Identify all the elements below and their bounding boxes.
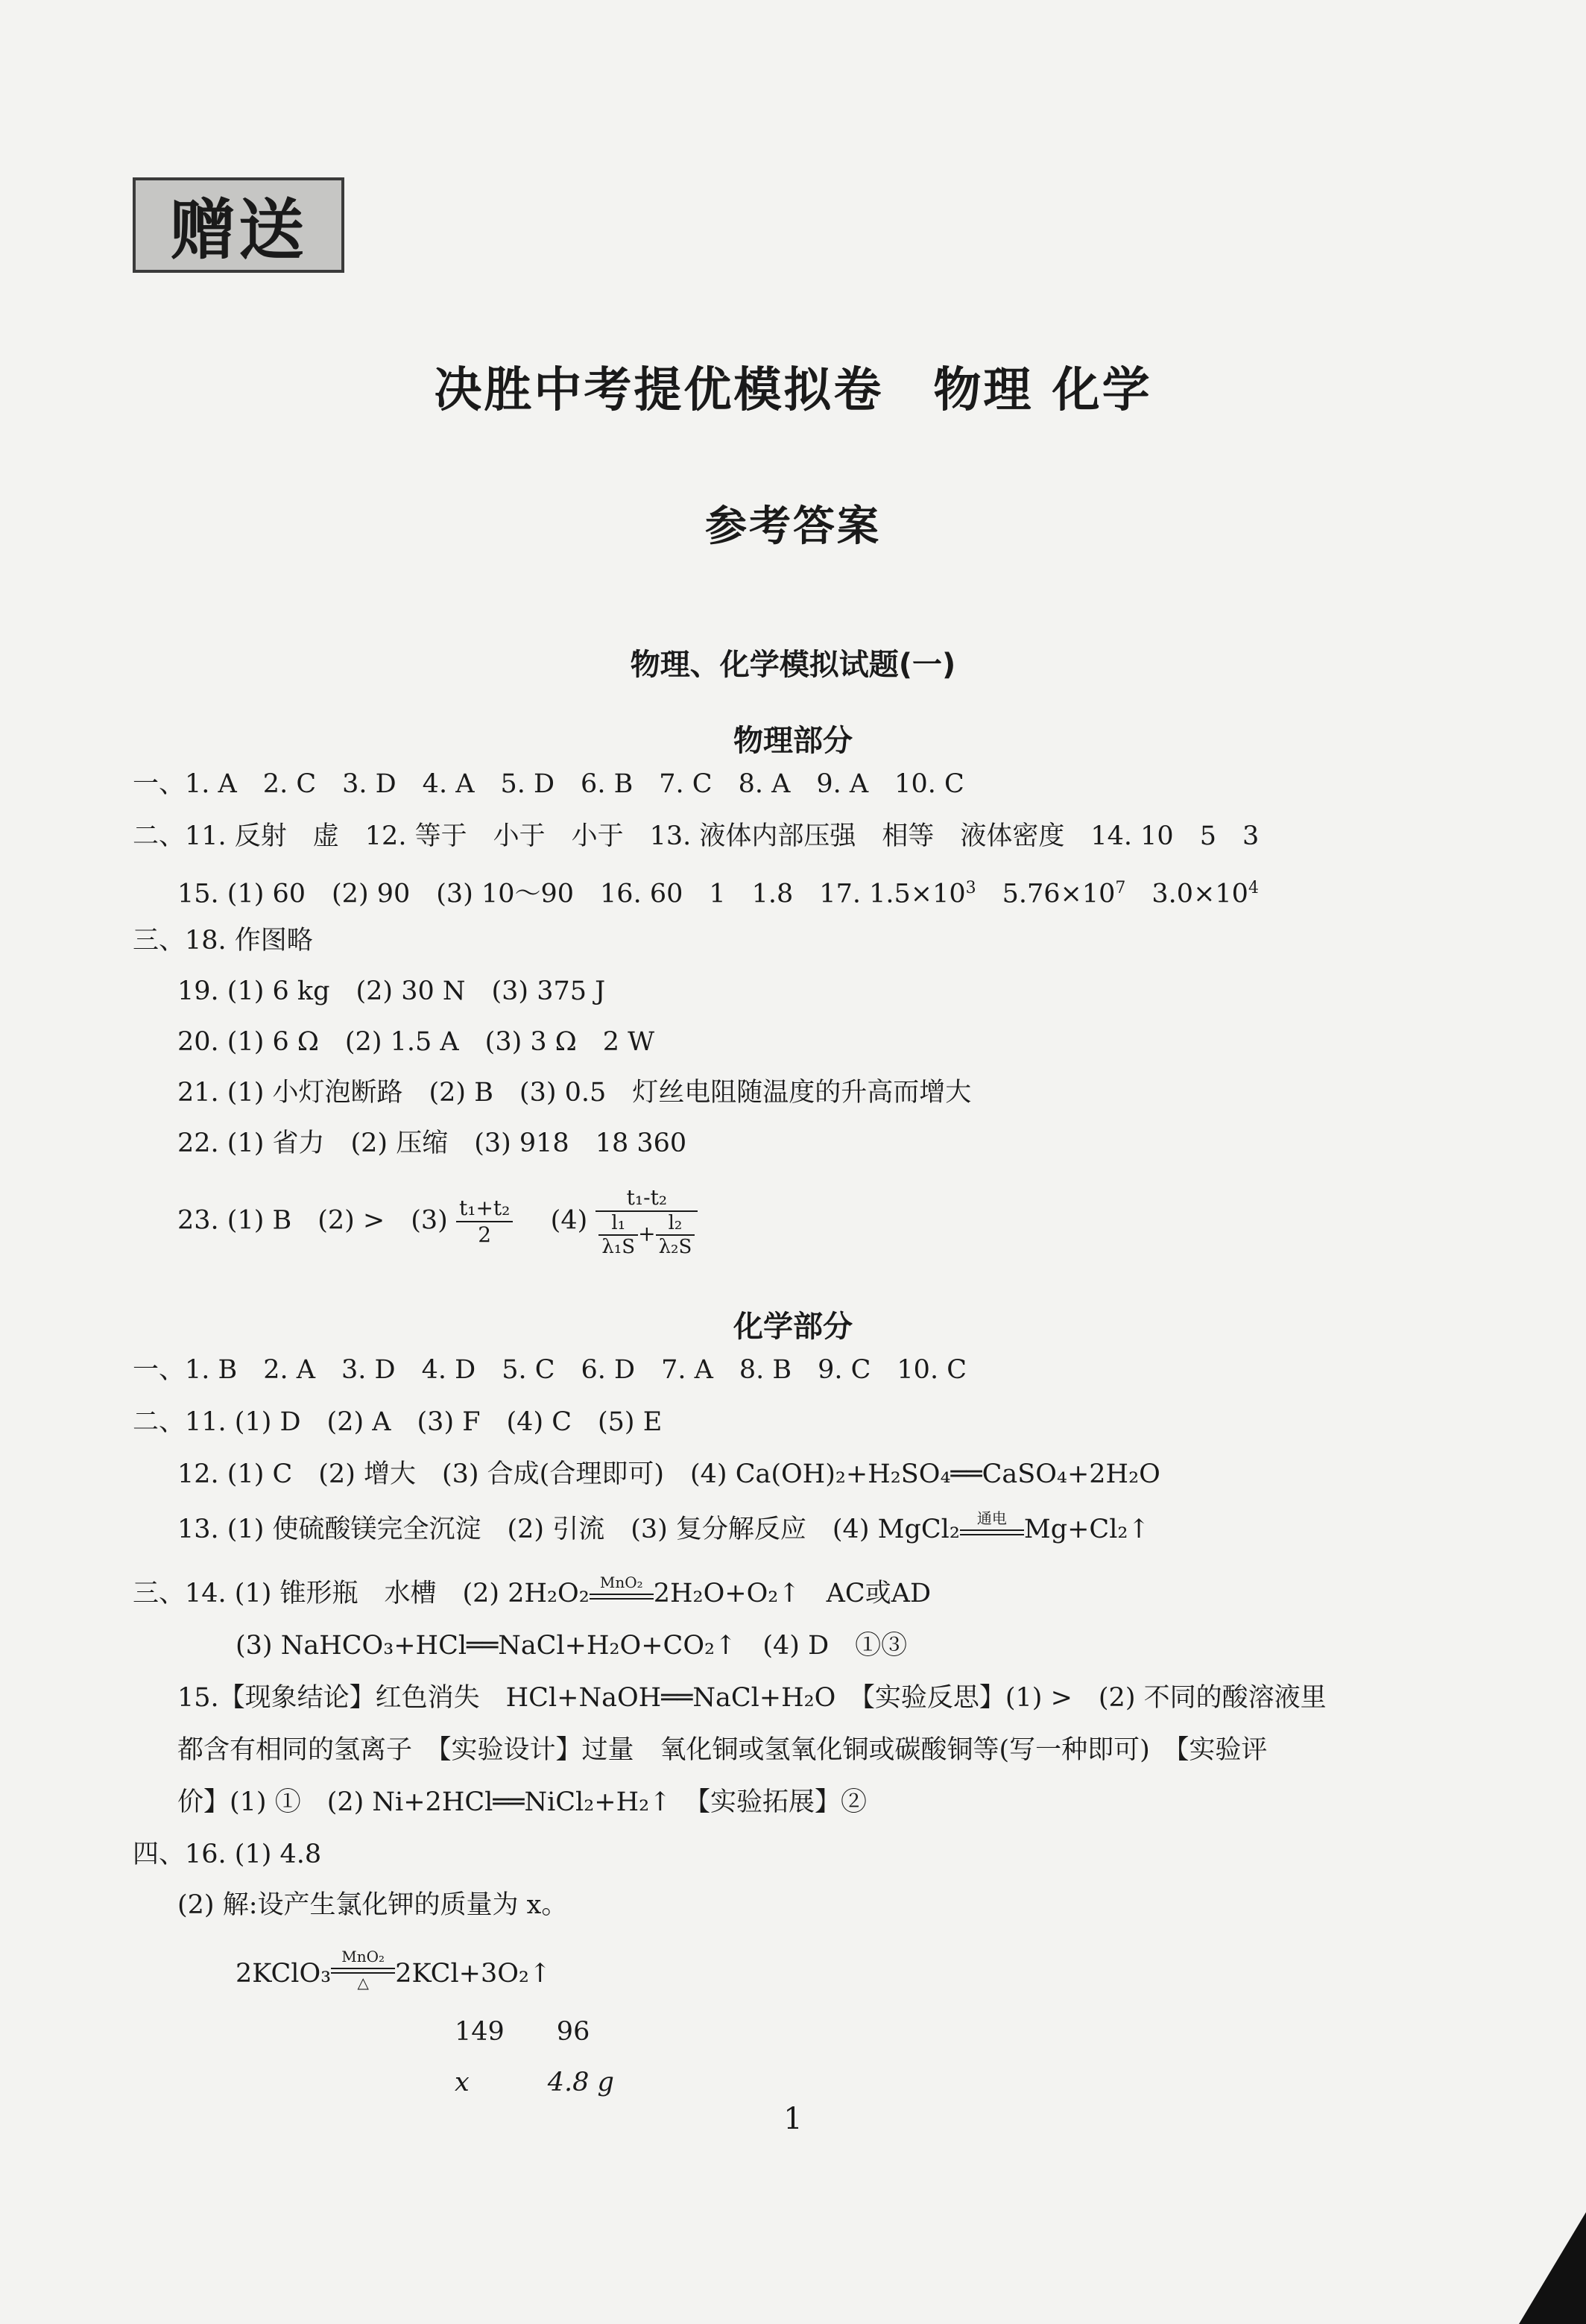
q14-text: 三、14. (1) 锥形瓶 水槽 (2) 2H₂O₂	[133, 1579, 590, 1608]
chemistry-line-12	[236, 1948, 552, 1992]
fraction-2-denominator	[595, 1212, 698, 1258]
chemistry-line-1: 一、1. B 2. A 3. D 4. D 5. C 6. D 7. A 8. B 9. C 10. C	[133, 1355, 967, 1385]
document-subtitle: 参考答案	[705, 502, 881, 551]
subfraction-2-denominator: λ₂S	[658, 1236, 692, 1258]
fraction-mean-temp	[456, 1196, 513, 1248]
physics-line-2: 二、11. 反射 虚 12. 等于 小于 小于 13. 液体内部压强 相等 液体密度 14. 10 5 3	[133, 821, 1260, 851]
gift-badge: 赠送	[133, 177, 344, 273]
subfraction-1	[598, 1212, 638, 1258]
physics-line-6: 20. (1) 6 Ω (2) 1.5 A (3) 3 Ω 2 W	[177, 1027, 655, 1057]
physics-line-7: 21. (1) 小灯泡断路 (2) B (3) 0.5 灯丝电阻随温度的升高而增大	[177, 1078, 972, 1108]
physics-heading: 物理部分	[733, 724, 853, 758]
physics-line-4: 三、18. 作图略	[133, 926, 313, 956]
chemistry-line-7: 15.【现象结论】红色消失 HCl+NaOH══NaCl+H₂O 【实验反思】(1) > (2) 不同的酸溶液里	[177, 1683, 1327, 1713]
fraction-1-numerator: t₁+t₂	[456, 1196, 513, 1222]
chemistry-heading: 化学部分	[733, 1310, 853, 1344]
section-title: 物理、化学模拟试题(一)	[630, 648, 956, 682]
reaction-arrow-electrolysis	[960, 1509, 1024, 1546]
equation-reactant: 2KClO₃	[236, 1959, 332, 1989]
chemistry-line-6: (3) NaHCO₃+HCl══NaCl+H₂O+CO₂↑ (4) D ①③	[236, 1631, 908, 1661]
subfraction-1-denominator: λ₁S	[601, 1236, 636, 1258]
chemistry-line-13: 149 96	[455, 2017, 590, 2047]
physics-line-3-part-c: 3.0×10	[1125, 879, 1248, 909]
reaction-condition: 通电	[976, 1509, 1007, 1527]
chemistry-line-4	[177, 1509, 1150, 1546]
q14-products: 2H₂O+O₂↑ AC或AD	[653, 1579, 932, 1608]
q13-text: 13. (1) 使硫酸镁完全沉淀 (2) 引流 (3) 复分解反应 (4) MgCl₂	[177, 1515, 960, 1544]
physics-line-3-part-b: 5.76×10	[976, 879, 1116, 909]
physics-line-9	[177, 1185, 698, 1258]
exponent-2: 7	[1115, 879, 1126, 897]
physics-line-5: 19. (1) 6 kg (2) 30 N (3) 375 J	[177, 976, 606, 1006]
chemistry-line-2: 二、11. (1) D (2) A (3) F (4) C (5) E	[133, 1407, 663, 1437]
subfraction-2	[656, 1212, 695, 1258]
chemistry-line-3: 12. (1) C (2) 增大 (3) 合成(合理即可) (4) Ca(OH)₂+H₂SO₄══CaSO₄+2H₂O	[177, 1459, 1160, 1489]
reaction-arrow-heat	[331, 1948, 395, 1992]
fraction-heat-flow	[595, 1185, 698, 1258]
subfraction-2-numerator: l₂	[656, 1212, 695, 1236]
chemistry-line-14: x 4.8 g	[455, 2068, 614, 2097]
q23-text-b: (4)	[550, 1205, 588, 1236]
exponent-1: 3	[965, 879, 976, 897]
fraction-1-denominator: 2	[478, 1222, 492, 1247]
physics-line-1: 一、1. A 2. C 3. D 4. A 5. D 6. B 7. C 8. A 9. A 10. C	[133, 769, 964, 799]
chemistry-line-11: (2) 解:设产生氯化钾的质量为 x。	[177, 1890, 568, 1920]
subfraction-1-numerator: l₁	[598, 1212, 638, 1236]
scan-corner-shadow	[1519, 2212, 1586, 2324]
chemistry-line-9: 价】(1) ① (2) Ni+2HCl══NiCl₂+H₂↑ 【实验拓展】②	[177, 1787, 867, 1817]
chemistry-line-5	[133, 1573, 932, 1610]
physics-line-3-part-a: 15. (1) 60 (2) 90 (3) 10～90 16. 60 1 1.8 17. 1.5×10	[177, 879, 966, 909]
q23-text-a: 23. (1) B (2) > (3)	[177, 1205, 448, 1236]
exponent-3: 4	[1248, 879, 1259, 897]
physics-line-3	[177, 872, 1259, 911]
equation-products: 2KCl+3O₂↑	[395, 1959, 552, 1989]
q13-products: Mg+Cl₂↑	[1023, 1515, 1150, 1544]
chemistry-line-10: 四、16. (1) 4.8	[133, 1840, 322, 1869]
reaction-arrow-catalyst	[590, 1573, 654, 1610]
fraction-2-numerator: t₁-t₂	[595, 1185, 698, 1212]
physics-line-8: 22. (1) 省力 (2) 压缩 (3) 918 18 360	[177, 1128, 687, 1158]
plus-sign: +	[638, 1221, 656, 1246]
chemistry-line-8: 都含有相同的氢离子 【实验设计】过量 氧化铜或氢氧化铜或碳酸铜等(写一种即可) 【实验评	[177, 1735, 1268, 1765]
document-title: 决胜中考提优模拟卷 物理 化学	[434, 363, 1152, 418]
reaction-condition: MnO₂	[341, 1948, 385, 1965]
heat-symbol: △	[357, 1974, 369, 1992]
reaction-condition: MnO₂	[599, 1573, 643, 1591]
page-number: 1	[783, 2102, 803, 2136]
